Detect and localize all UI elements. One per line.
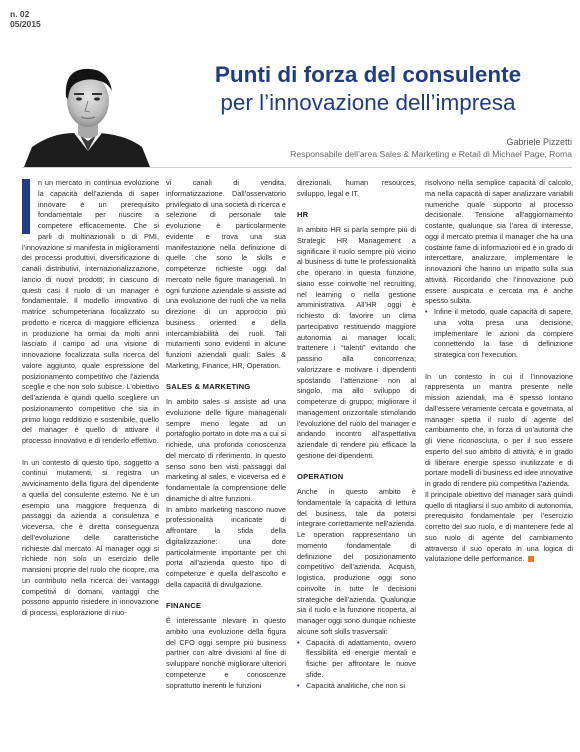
end-of-article-mark	[528, 556, 534, 562]
list-item: • Infine il metodo, quale capacità di sapere, una volta presa una decisione, implementare le azioni da compiere connettendo la fase di definizione strategica con l’execution.	[425, 307, 573, 361]
finance-continued-paragraph: direzionali, human resources, sviluppo, legal e IT.	[297, 178, 416, 198]
list-item: • Capacità analitiche, che non si	[297, 681, 416, 692]
dropcap-bar	[22, 179, 30, 234]
context-paragraph: In un contesto di questo tipo, soggetto a continui mutamenti, si registra un avvicinamento della figura del dipendente a quella del consulente esterno. Ne è un esempio una maggiore frequenza di passaggi da azienda a consulenza e viceversa, che è diretta conseguenza dell’evoluzione delle caratteristiche richieste dal mercato. Al manager oggi si richiede non solo un esercizio delle mansioni proprie del ruolo che ricopre, ma un contributo nella ricerca dei vantaggi competitivi di domani, vantaggi che possono appunto risiedere in innovazione di processi, esplorazione di nuo-	[22, 457, 159, 617]
sales-paragraph: In ambito sales si assiste ad una evoluzione delle figure manageriali sempre meno legate ad un portafoglio portato in dote ma a cui si richiede, una profonda conoscenza del mercato di riferimento. In questo senso sono ben visti passaggi dal marketing al sales, e viceversa ed è fondamentale la comprensione delle dinamiche di altre funzioni.	[166, 397, 286, 503]
evolution-paragraph: vi canali di vendita, informatizzazione. Dall’osservatorio privilegiato di una società di ricerca e selezione di personale tale evoluzione è particolarmente evidente e trova una sua manifestazione nella definizione di quelle che sono le skills e competenze richieste oggi dal mercato nelle figure manageriali. In ogni funzione aziendale si assiste ad una evoluzione dei ruoli che va nella direzione di un approccio più business oriented e della intercambiabilità dei ruoli. Tali mutamenti sono evidenti in alcune funzioni aziendali quali: Sales & Marketing, Finance, HR, Operation.	[166, 178, 286, 370]
author-name: Gabriele Pizzetti	[506, 137, 572, 147]
intro-paragraph: n un mercato in continua evoluzione la capacità dell’azienda di saper innovare è un prerequisito fondamentale per riuscire a competere efficacemente. Che si parli di multinazionali o di PMI, l’innovazione si manifesta in miglioramenti dei processi produttivi, diversificazione di canali distributivi, internazionalizzazione, lancio di nuovi prodotti; in ciascuno di questi casi il ruolo di un manager è fondamentale. Il modello innovativo di matrice schumpeteriana focalizzato su prodotto e ricerca di maggiore efficienza in produzione ha ormai da molti anni lasciato il campo ad una visione di innovazione focalizzata sulla ricerca del valore aggiunto, quale espressione del posizionamento competitivo che l’azienda sceglie e che non solo subisce. L’obiettivo dell’azienda è quindi quello scegliere un posizionamento competitivo che sia in primo luogo redditizio e sostenibile, quello del manager è quello di attivare il processo innovativo e di renderlo effettivo.	[22, 178, 159, 445]
heading-hr: HR	[297, 210, 309, 220]
analytics-continued-paragraph: risolvono nella semplice capacità di calcolo, ma nella capacità di saper analizzare variabili numeriche quale supporto al processo decisionale. Tensione all’aggiornamento costante, qualunque sia l’area di interesse, oggi il mercato premia il manager che ha una costante fame di informazioni ed è in grado di intercettare, analizzare, implementare le innovazioni che hanno un impatto sulla sua attività. Ricordando che l’innovazione può essere auspicata e cercata ma è anche spesso subita.	[425, 178, 573, 306]
issue-info	[10, 9, 41, 29]
list-item: • Capacità di adattamento, ovvero flessibilità ed energie mentali e fisiche per affrontare le nuove sfide.	[297, 638, 416, 681]
conclusion-paragraph	[425, 490, 573, 565]
column-4	[425, 178, 573, 740]
heading-finance: FINANCE	[166, 601, 202, 611]
hr-paragraph: In ambito HR si parla sempre più di Strategic HR Management a significare il ruolo sempre più vicino al business di tutte le professionalità che operano in questa funzione, siano esse coinvolte nel recruiting, nel learning o nella gestione amministrativa. All’HR oggi è richiesto di: favorire un clima partecipativo restituendo maggiore autonomia ai manager locali; trattenere i “talenti” evitando che passino alla concorrenza; valorizzare e motivare i dipendenti spostando l’attenzione non al singolo, ma allo sviluppo di competenze di gruppo; migliorare il management orizzontale stimolando l’evoluzione del ruolo del manager e andando incontro all’aspettativa aziendale di rendere più efficace la gestione dei dipendenti.	[297, 225, 416, 460]
soft-skills-list	[297, 638, 416, 692]
change-agent-paragraph: In un contesto in cui il l’innovazione rappresenta un mantra presente nelle mission aziendali, ma è spesso lontano dall’essere veramente cercata e governata, al manager spetta il ruolo di agente del cambiamento che, in forza di un’autorità che gli viene riconosciuta, o per il suo essere esperto del suo ambito di attività, è in grado di liberare energie spesso inutilizzate e di portare modelli di business ed idee innovative in grado di rendere più competitiva l’azienda.	[425, 371, 573, 488]
author-role: Responsabile dell’area Sales & Marketing e Retail di Michael Page, Roma	[290, 149, 572, 159]
column-3	[297, 178, 416, 740]
method-list	[425, 307, 573, 361]
operation-paragraph: Anche in questo ambito è fondamentale la capacità di lettura del business, tale da potersi integrare correttamente nell’azienda. Le operation rappresentano un momento fondamentale di definizione del posizionamento competitivo dell’azienda. Acquisti, logistica, produzione oggi sono coinvolte in tutte le decisioni strategiche dell’azienda. Qualunque sia il ruolo e la funzione ricoperta, al manager oggi sono dunque richieste alcune soft skills trasversali:	[297, 487, 416, 636]
author-photo	[22, 55, 152, 167]
finance-paragraph: È interessante rilevare in questo ambito una evoluzione della figura del CFO oggi sempre più business partner con altre divisioni al fine di sviluppare nonché migliorare ulteriori competenze e conoscenze soprattutto inerenti le funzioni	[166, 616, 286, 690]
title-line-2: per l’innovazione dell’impresa	[220, 90, 516, 115]
issue-number: n. 02	[10, 9, 30, 19]
title-line-1: Punti di forza del consulente	[214, 62, 522, 87]
dropcap-paragraph	[22, 178, 159, 447]
header-divider	[22, 167, 572, 168]
column-2	[166, 178, 286, 740]
heading-sales-marketing: SALES & MARKETING	[166, 382, 251, 392]
marketing-paragraph: In ambito marketing nascono nuove professionalità incaricate di affrontare la sfida della digitalizzazione: una dote particolarmente importante per chi porta all’azienda questo tipo di competenze è quella dell’ascolto e della capacità di divulgazione.	[166, 504, 286, 589]
heading-operation: OPERATION	[297, 472, 344, 482]
conclusion-text: Il principale obiettivo del manager sarà quindi quello di ritagliarsi il suo ambito di autonomia, prerequisito fondamentale per l’esercizio corretto del suo ruolo, e di mantenere fede al suo ruolo di agente del cambiamento attraverso il suo operato in una logica di valutazione delle performance.	[425, 489, 573, 564]
column-1	[22, 178, 159, 740]
author-photo-graphic	[22, 55, 152, 167]
issue-date: 05/2015	[10, 19, 41, 29]
